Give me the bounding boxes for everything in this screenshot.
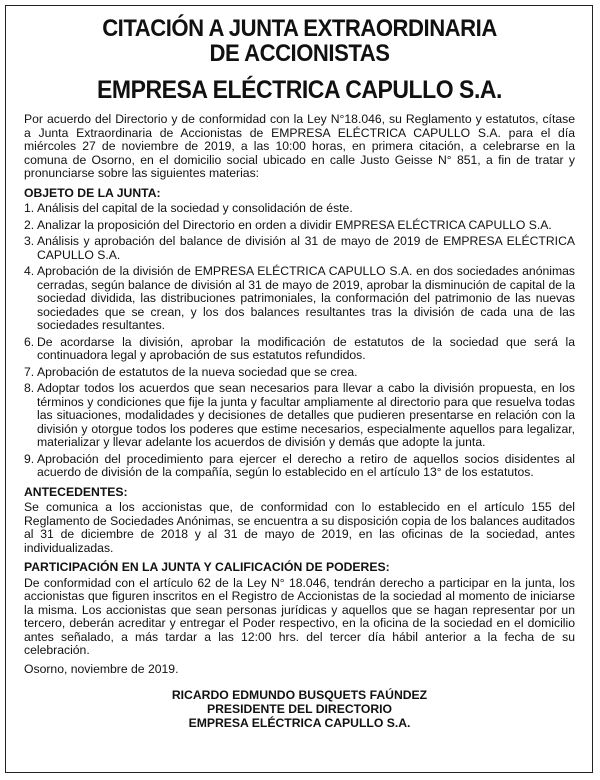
- item-number: 3.: [24, 234, 35, 248]
- item-text: Aprobación de la división de EMPRESA ELÉCTRICA CAPULLO S.A. en dos sociedades anónimas cerradas, según balance de división al 31 de mayo de 2019, aprobar la disminución de capital de la sociedad dividida, las distribuciones patrimoniales, la conformación del patrimonio de las nuevas sociedades que se crean, y los dos balances resultantes tras la división de cada una de las sociedades resultantes.: [37, 264, 575, 332]
- intro-paragraph: Por acuerdo del Directorio y de conformidad con la Ley N°18.046, su Reglamento y estatutos, cítase a Junta Extraordinaria de Accionistas de EMPRESA ELÉCTRICA CAPULLO S.A. para el día miércoles 27 de noviembre de 2019, a las 10:00 horas, en primera citación, a celebrarse en la comuna de Osorno, en el domicilio social ubicado en calle Justo Geisse N° 851, a fin de tratar y pronunciarse sobre las siguientes materias:: [24, 112, 575, 180]
- item-text: Aprobación de estatutos de la nueva sociedad que se crea.: [37, 364, 358, 379]
- signature-block: [24, 688, 575, 730]
- objeto-heading: OBJETO DE LA JUNTA:: [24, 185, 161, 200]
- notice-title-line1: CITACIÓN A JUNTA EXTRAORDINARIA: [102, 15, 497, 42]
- item-number: 9.: [24, 451, 35, 466]
- signatory-name: RICARDO EDMUNDO BUSQUETS FAÚNDEZ: [171, 688, 428, 702]
- list-item: [24, 219, 575, 233]
- notice-title-line2: DE ACCIONISTAS: [209, 40, 390, 67]
- antecedentes-heading: ANTECEDENTES:: [24, 484, 128, 499]
- signatory-company: EMPRESA ELÉCTRICA CAPULLO S.A.: [188, 716, 411, 730]
- objeto-list: [24, 202, 575, 480]
- item-text: Aprobación del procedimiento para ejercer el derecho a retiro de aquellos socios disidentes al acuerdo de división de la compañía, según lo establecido en el artículo 13° de los estatutos.: [37, 451, 575, 479]
- participacion-heading: PARTICIPACIÓN EN LA JUNTA Y CALIFICACIÓN DE PODERES:: [24, 560, 390, 574]
- date-line: Osorno, noviembre de 2019.: [24, 661, 179, 676]
- participacion-paragraph: De conformidad con el artículo 62 de la Ley N° 18.046, tendrán derecho a participar en la junta, los accionistas que figuren inscritos en el Registro de Accionistas de la sociedad al momento de iniciarse la misma. Los accionistas que sean personas jurídicas y aquellos que se hagan representar por un tercero, deberán acreditar y entregar el Poder respectivo, en la oficina de la sociedad en el domicilio antes señalado, a más tardar a las 12:00 hrs. del tercer día hábil anterior a la fecha de su celebración.: [24, 575, 575, 657]
- item-number: 6.: [24, 334, 35, 349]
- company-name: EMPRESA ELÉCTRICA CAPULLO S.A.: [97, 76, 502, 104]
- item-number: 1.: [24, 201, 35, 215]
- item-text: Análisis y aprobación del balance de división al 31 de mayo de 2019 de EMPRESA ELÉCTRICA CAPULLO S.A.: [37, 234, 575, 262]
- list-item: [24, 453, 575, 480]
- item-text: Análisis del capital de la sociedad y consolidación de éste.: [37, 201, 353, 215]
- antecedentes-paragraph: Se comunica a los accionistas que, de conformidad con lo establecido en el artículo 155 del Reglamento de Sociedades Anónimas, se encuentra a su disposición copia de los balances auditados al 31 de diciembre de 2018 y al 31 de mayo de 2019, en las oficinas de la sociedad, antes individualizadas.: [24, 500, 575, 555]
- item-text: Adoptar todos los acuerdos que sean necesarios para llevar a cabo la división propuesta, en los términos y condiciones que fije la junta y facultar ampliamente al directorio para que resuelva todas las situaciones, modalidades y decisiones de detalles que pudieren presentarse en relación con la división y otorgue todos los poderes que estime necesarios, especialmente aquellos para legalizar, materializar y llevar adelante los acuerdos de división y demás que adopte la junta.: [37, 381, 575, 449]
- list-item: [24, 202, 575, 216]
- list-item: [24, 235, 575, 262]
- item-number: 4.: [24, 264, 35, 278]
- item-text: De acordarse la división, aprobar la modificación de estatutos de la sociedad que será la continuadora legal y aprobación de sus estatutos refundidos.: [37, 334, 575, 362]
- item-number: 7.: [24, 364, 35, 379]
- item-number: 2.: [24, 217, 35, 232]
- item-text: Analizar la proposición del Directorio en orden a dividir EMPRESA ELÉCTRICA CAPULLO S.A.: [37, 217, 552, 232]
- list-item: [24, 366, 575, 380]
- notice-frame: [5, 5, 593, 773]
- item-number: 8.: [24, 381, 35, 395]
- list-item: [24, 336, 575, 363]
- list-item: [24, 265, 575, 333]
- list-item: [24, 382, 575, 450]
- signatory-role: PRESIDENTE DEL DIRECTORIO: [206, 702, 393, 716]
